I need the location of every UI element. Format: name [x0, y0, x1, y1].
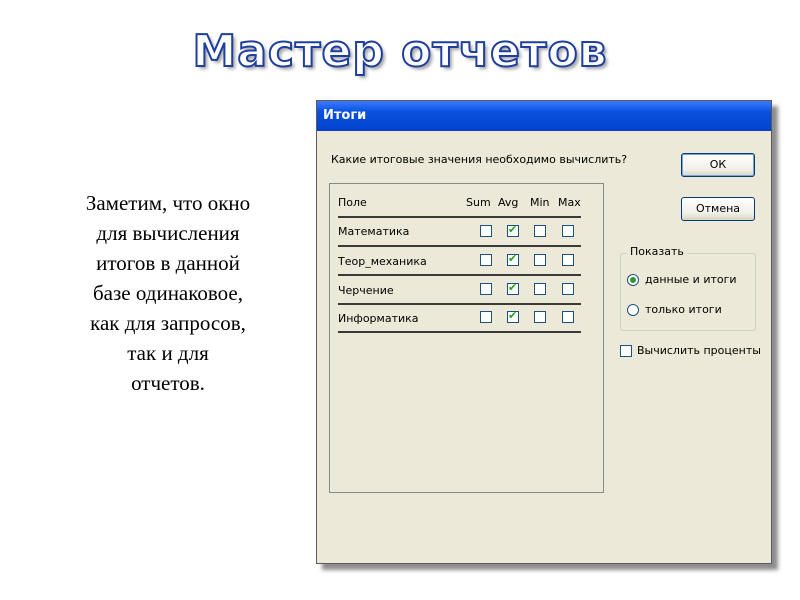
row-field-name: Теор_механика: [338, 255, 427, 268]
min-checkbox[interactable]: [534, 254, 546, 266]
cancel-button[interactable]: Отмена: [681, 197, 755, 221]
sum-checkbox[interactable]: [480, 225, 492, 237]
text-line: отчетов.: [131, 371, 205, 395]
show-group-label: Показать: [627, 245, 687, 258]
text-line: базе одинаковое,: [93, 281, 243, 305]
row-divider: [338, 303, 581, 305]
column-header-field: Поле: [338, 196, 367, 209]
avg-checkbox[interactable]: [507, 311, 519, 323]
max-checkbox[interactable]: [562, 283, 574, 295]
summary-dialog: [316, 100, 772, 564]
dialog-titlebar[interactable]: Итоги: [317, 101, 771, 131]
row-divider: [338, 216, 581, 218]
sum-checkbox[interactable]: [480, 254, 492, 266]
text-line: для вычисления: [96, 221, 240, 245]
max-checkbox[interactable]: [562, 225, 574, 237]
row-divider: [338, 274, 581, 276]
avg-checkbox[interactable]: [507, 283, 519, 295]
text-line: Заметим, что окно: [85, 191, 251, 215]
slide-text: [20, 188, 316, 398]
column-header-min: Min: [530, 196, 550, 209]
row-divider: [338, 245, 581, 247]
show-groupbox: [620, 245, 756, 331]
data-and-totals-label[interactable]: данные и итоги: [645, 273, 737, 286]
sum-checkbox[interactable]: [480, 311, 492, 323]
avg-checkbox[interactable]: [507, 254, 519, 266]
row-field-name: Информатика: [338, 312, 419, 325]
text-line: так и для: [127, 341, 209, 365]
min-checkbox[interactable]: [534, 225, 546, 237]
min-checkbox[interactable]: [534, 283, 546, 295]
calculate-percent-label[interactable]: Вычислить проценты: [637, 344, 761, 357]
column-header-max: Max: [558, 196, 581, 209]
slide-title: Мастер отчетов: [192, 26, 608, 77]
text-line: итогов в данной: [96, 251, 240, 275]
data-and-totals-radio[interactable]: [627, 274, 639, 286]
calculate-percent-checkbox[interactable]: [620, 345, 632, 357]
max-checkbox[interactable]: [562, 311, 574, 323]
max-checkbox[interactable]: [562, 254, 574, 266]
summary-field-list: [329, 183, 604, 493]
dialog-prompt: Какие итоговые значения необходимо вычислить?: [331, 153, 628, 166]
ok-button[interactable]: ОК: [681, 153, 755, 177]
row-divider: [338, 331, 581, 333]
sum-checkbox[interactable]: [480, 283, 492, 295]
row-field-name: Математика: [338, 225, 410, 238]
min-checkbox[interactable]: [534, 311, 546, 323]
totals-only-radio[interactable]: [627, 304, 639, 316]
totals-only-label[interactable]: только итоги: [645, 303, 722, 316]
column-header-sum: Sum: [466, 196, 491, 209]
column-header-avg: Avg: [498, 196, 519, 209]
avg-checkbox[interactable]: [507, 225, 519, 237]
text-line: как для запросов,: [90, 311, 246, 335]
row-field-name: Черчение: [338, 284, 394, 297]
